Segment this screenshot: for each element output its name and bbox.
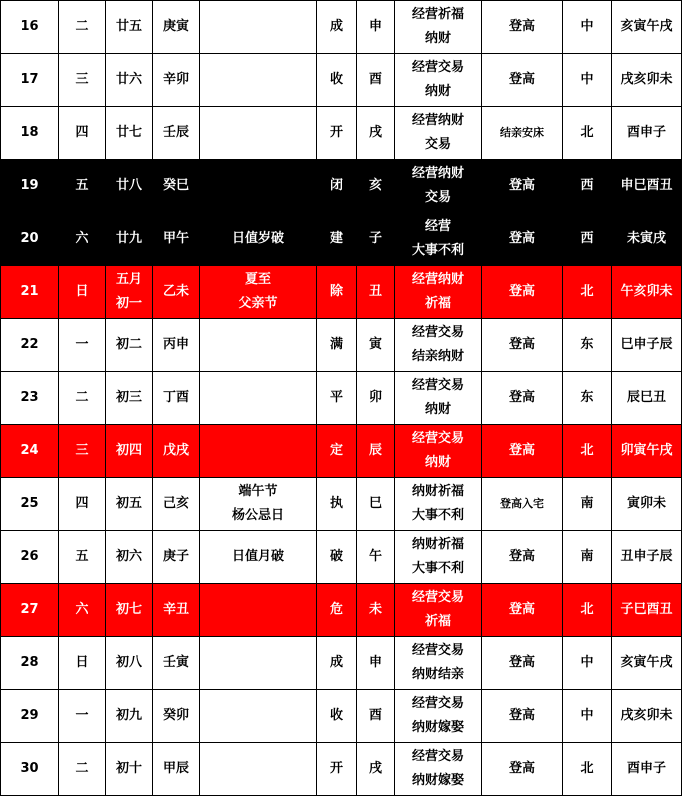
direction-cell: 东 [563,372,612,425]
earthly-branch-cell: 申 [357,1,395,54]
auspicious-hours-cell: 未寅戌 [612,213,682,266]
ganzhi-cell: 乙未 [153,266,200,319]
auspicious-activities-cell [395,107,482,160]
lunar-date-cell [106,584,153,637]
auspicious-activities-cell [395,54,482,107]
table-row [1,1,682,54]
auspicious-hours-cell: 酉申子 [612,107,682,160]
day-officer-cell: 成 [317,637,357,690]
lunar-date-cell [106,425,153,478]
lunar-date-cell [106,266,153,319]
weekday-cell: 五 [59,160,106,213]
extra-activity-cell: 登高 [482,425,563,478]
day-officer-cell: 满 [317,319,357,372]
lunar-date-cell [106,637,153,690]
extra-activity-cell: 登高 [482,372,563,425]
direction-cell: 中 [563,637,612,690]
earthly-branch-cell: 酉 [357,54,395,107]
table-row [1,637,682,690]
earthly-branch-cell: 未 [357,584,395,637]
auspicious-activities-line: 纳财嫁娶 [411,720,464,735]
extra-activity-cell: 登高 [482,54,563,107]
table-row [1,319,682,372]
weekday-cell: 三 [59,54,106,107]
table-row [1,690,682,743]
events-line: 端午节 [238,484,278,499]
auspicious-activities-line: 交易 [424,190,451,205]
auspicious-activities-line: 大事不利 [411,243,464,258]
auspicious-activities-line: 纳财 [424,31,451,46]
auspicious-hours-cell: 午亥卯未 [612,266,682,319]
auspicious-hours-cell: 亥寅午戌 [612,1,682,54]
events-cell [200,690,317,743]
auspicious-hours-cell: 亥寅午戌 [612,637,682,690]
events-cell [200,319,317,372]
auspicious-activities-cell [395,1,482,54]
lunar-date-line: 廿九 [115,231,142,246]
events-cell [200,743,317,796]
direction-cell: 北 [563,107,612,160]
earthly-branch-cell: 申 [357,637,395,690]
table-row [1,107,682,160]
auspicious-activities-line: 经营祈福 [411,7,464,22]
ganzhi-cell: 丙申 [153,319,200,372]
auspicious-activities-cell [395,531,482,584]
ganzhi-cell: 壬辰 [153,107,200,160]
auspicious-activities-line: 经营交易 [411,325,464,340]
extra-activity-cell: 结亲安床 [482,107,563,160]
lunar-date-cell [106,54,153,107]
weekday-cell: 五 [59,531,106,584]
direction-cell: 北 [563,584,612,637]
auspicious-activities-line: 大事不利 [411,508,464,523]
day-officer-cell: 执 [317,478,357,531]
events-cell [200,584,317,637]
events-cell [200,213,317,266]
weekday-cell: 日 [59,266,106,319]
auspicious-activities-line: 纳财嫁娶 [411,773,464,788]
earthly-branch-cell: 午 [357,531,395,584]
auspicious-activities-cell [395,160,482,213]
events-line: 日值月破 [231,549,284,564]
auspicious-hours-cell: 寅卯未 [612,478,682,531]
auspicious-hours-cell: 巳申子辰 [612,319,682,372]
ganzhi-cell: 壬寅 [153,637,200,690]
lunar-date-line: 五月 [115,272,142,287]
events-cell [200,372,317,425]
events-cell [200,637,317,690]
ganzhi-cell: 己亥 [153,478,200,531]
extra-activity-cell: 登高 [482,584,563,637]
auspicious-activities-line: 祈福 [424,296,451,311]
auspicious-hours-cell: 酉申子 [612,743,682,796]
auspicious-activities-line: 经营交易 [411,643,464,658]
day-cell: 28 [1,637,59,690]
events-cell [200,107,317,160]
day-officer-cell: 闭 [317,160,357,213]
auspicious-activities-cell [395,690,482,743]
events-cell [200,1,317,54]
day-cell: 22 [1,319,59,372]
auspicious-hours-cell: 辰巳丑 [612,372,682,425]
lunar-date-line: 初七 [115,602,142,617]
day-officer-cell: 开 [317,743,357,796]
auspicious-activities-cell [395,425,482,478]
lunar-date-line: 廿七 [115,125,142,140]
table-row [1,584,682,637]
weekday-cell: 四 [59,478,106,531]
direction-cell: 东 [563,319,612,372]
weekday-cell: 二 [59,372,106,425]
ganzhi-cell: 癸巳 [153,160,200,213]
day-cell: 30 [1,743,59,796]
lunar-date-cell [106,160,153,213]
weekday-cell: 二 [59,1,106,54]
ganzhi-cell: 辛卯 [153,54,200,107]
weekday-cell: 六 [59,584,106,637]
day-officer-cell: 成 [317,1,357,54]
lunar-date-line: 廿六 [115,72,142,87]
lunar-date-line: 初八 [115,655,142,670]
earthly-branch-cell: 巳 [357,478,395,531]
ganzhi-cell: 庚寅 [153,1,200,54]
lunar-date-cell [106,213,153,266]
lunar-date-cell [106,107,153,160]
direction-cell: 西 [563,213,612,266]
day-officer-cell: 收 [317,690,357,743]
auspicious-activities-line: 经营交易 [411,749,464,764]
direction-cell: 西 [563,160,612,213]
events-cell [200,266,317,319]
direction-cell: 中 [563,54,612,107]
earthly-branch-cell: 丑 [357,266,395,319]
auspicious-hours-cell: 申巳酉丑 [612,160,682,213]
lunar-date-line: 廿八 [115,178,142,193]
auspicious-hours-cell: 戌亥卯未 [612,690,682,743]
earthly-branch-cell: 寅 [357,319,395,372]
day-cell: 17 [1,54,59,107]
lunar-date-line: 廿五 [115,19,142,34]
day-cell: 25 [1,478,59,531]
weekday-cell: 二 [59,743,106,796]
lunar-date-line: 初一 [115,296,142,311]
events-cell [200,425,317,478]
auspicious-activities-line: 纳财结亲 [411,667,464,682]
earthly-branch-cell: 戌 [357,107,395,160]
table-row [1,160,682,213]
lunar-date-line: 初三 [115,390,142,405]
auspicious-activities-line: 纳财 [424,455,451,470]
lunar-date-cell [106,743,153,796]
direction-cell: 中 [563,690,612,743]
auspicious-activities-line: 经营纳财 [411,113,464,128]
weekday-cell: 三 [59,425,106,478]
table-row [1,266,682,319]
day-officer-cell: 除 [317,266,357,319]
lunar-date-cell [106,531,153,584]
table-row [1,425,682,478]
lunar-date-cell [106,372,153,425]
auspicious-hours-cell: 卯寅午戌 [612,425,682,478]
weekday-cell: 一 [59,690,106,743]
earthly-branch-cell: 戌 [357,743,395,796]
events-line: 杨公忌日 [231,508,284,523]
ganzhi-cell: 甲午 [153,213,200,266]
day-officer-cell: 开 [317,107,357,160]
auspicious-activities-cell [395,637,482,690]
direction-cell: 南 [563,478,612,531]
auspicious-activities-cell [395,478,482,531]
lunar-date-line: 初六 [115,549,142,564]
day-officer-cell: 收 [317,54,357,107]
lunar-date-cell [106,1,153,54]
auspicious-activities-line: 经营交易 [411,590,464,605]
auspicious-activities-cell [395,319,482,372]
earthly-branch-cell: 辰 [357,425,395,478]
earthly-branch-cell: 亥 [357,160,395,213]
auspicious-activities-line: 经营交易 [411,378,464,393]
events-line: 夏至 [244,272,271,287]
auspicious-activities-line: 经营纳财 [411,166,464,181]
day-cell: 16 [1,1,59,54]
auspicious-activities-line: 经营交易 [411,60,464,75]
lunar-date-cell [106,319,153,372]
direction-cell: 北 [563,743,612,796]
auspicious-activities-cell [395,266,482,319]
auspicious-activities-cell [395,584,482,637]
extra-activity-cell: 登高 [482,266,563,319]
auspicious-hours-cell: 丑申子辰 [612,531,682,584]
almanac-table-body [1,1,682,796]
table-row [1,213,682,266]
earthly-branch-cell: 卯 [357,372,395,425]
day-officer-cell: 建 [317,213,357,266]
day-cell: 26 [1,531,59,584]
ganzhi-cell: 丁酉 [153,372,200,425]
day-cell: 19 [1,160,59,213]
extra-activity-cell: 登高 [482,690,563,743]
table-row [1,743,682,796]
table-row [1,531,682,584]
direction-cell: 北 [563,425,612,478]
ganzhi-cell: 甲辰 [153,743,200,796]
direction-cell: 中 [563,1,612,54]
auspicious-activities-cell [395,372,482,425]
events-line: 日值岁破 [231,231,284,246]
table-row [1,54,682,107]
events-cell [200,160,317,213]
extra-activity-cell: 登高 [482,637,563,690]
day-officer-cell: 定 [317,425,357,478]
auspicious-activities-line: 祈福 [424,614,451,629]
lunar-date-line: 初五 [115,496,142,511]
events-cell [200,54,317,107]
auspicious-activities-cell [395,213,482,266]
events-cell [200,478,317,531]
weekday-cell: 日 [59,637,106,690]
auspicious-activities-line: 结亲纳财 [411,349,464,364]
events-cell [200,531,317,584]
auspicious-activities-line: 经营交易 [411,431,464,446]
day-cell: 23 [1,372,59,425]
extra-activity-cell: 登高 [482,213,563,266]
ganzhi-cell: 癸卯 [153,690,200,743]
table-row [1,478,682,531]
weekday-cell: 六 [59,213,106,266]
extra-activity-cell: 登高 [482,160,563,213]
day-cell: 24 [1,425,59,478]
day-cell: 20 [1,213,59,266]
weekday-cell: 一 [59,319,106,372]
day-cell: 29 [1,690,59,743]
lunar-date-line: 初九 [115,708,142,723]
lunar-date-line: 初四 [115,443,142,458]
ganzhi-cell: 庚子 [153,531,200,584]
earthly-branch-cell: 酉 [357,690,395,743]
lunar-date-cell [106,478,153,531]
extra-activity-cell: 登高 [482,531,563,584]
auspicious-hours-cell: 子巳酉丑 [612,584,682,637]
extra-activity-cell: 登高 [482,743,563,796]
day-cell: 27 [1,584,59,637]
auspicious-activities-line: 交易 [424,137,451,152]
day-officer-cell: 危 [317,584,357,637]
auspicious-activities-cell [395,743,482,796]
extra-activity-cell: 登高入宅 [482,478,563,531]
day-officer-cell: 平 [317,372,357,425]
lunar-date-cell [106,690,153,743]
auspicious-activities-line: 经营纳财 [411,272,464,287]
earthly-branch-cell: 子 [357,213,395,266]
auspicious-activities-line: 经营交易 [411,696,464,711]
ganzhi-cell: 辛丑 [153,584,200,637]
auspicious-hours-cell: 戌亥卯未 [612,54,682,107]
auspicious-activities-line: 纳财祈福 [411,484,464,499]
auspicious-activities-line: 纳财祈福 [411,537,464,552]
day-officer-cell: 破 [317,531,357,584]
weekday-cell: 四 [59,107,106,160]
direction-cell: 南 [563,531,612,584]
day-cell: 21 [1,266,59,319]
events-line: 父亲节 [238,296,278,311]
ganzhi-cell: 戊戌 [153,425,200,478]
auspicious-activities-line: 经营 [424,219,451,234]
direction-cell: 北 [563,266,612,319]
extra-activity-cell: 登高 [482,319,563,372]
lunar-date-line: 初二 [115,337,142,352]
table-row [1,372,682,425]
day-cell: 18 [1,107,59,160]
auspicious-activities-line: 纳财 [424,402,451,417]
extra-activity-cell: 登高 [482,1,563,54]
auspicious-activities-line: 纳财 [424,84,451,99]
auspicious-activities-line: 大事不利 [411,561,464,576]
lunar-date-line: 初十 [115,761,142,776]
